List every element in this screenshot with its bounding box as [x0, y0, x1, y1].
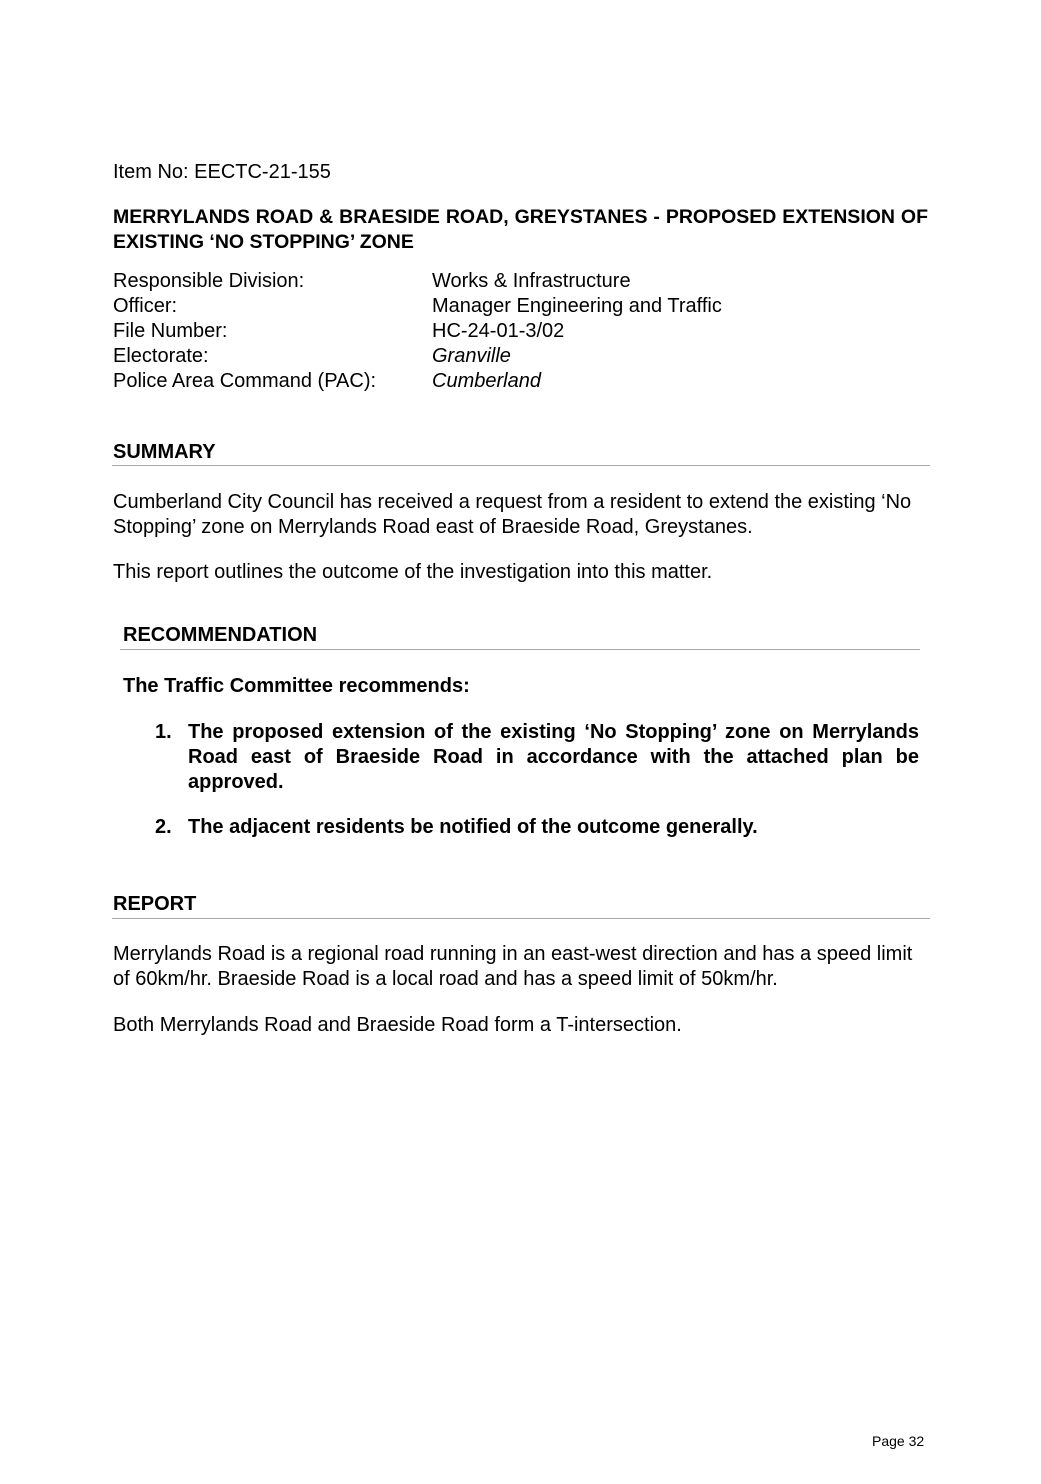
- item-number: Item No: EECTC-21-155: [113, 161, 331, 183]
- summary-paragraph: Cumberland City Council has received a request from a resident to extend the existing ‘No Stopping’ zone on Merrylands Road east of Braeside Road, Greystanes.: [113, 491, 912, 538]
- report-paragraph: Both Merrylands Road and Braeside Road form a T-intersection.: [113, 1014, 682, 1036]
- meta-value: Cumberland: [432, 370, 541, 392]
- report-title: MERRYLANDS ROAD & BRAESIDE ROAD, GREYSTANES - PROPOSED EXTENSION OF EXISTING ‘NO STOPPING’ ZONE: [113, 206, 928, 253]
- summary-heading: SUMMARY: [113, 441, 216, 463]
- meta-value: HC-24-01-3/02: [432, 320, 565, 342]
- page-number: Page 32: [872, 1433, 925, 1449]
- recommendation-text: The adjacent residents be notified of the outcome generally.: [188, 816, 758, 838]
- recommendation-item: [155, 720, 919, 795]
- recommendation-lead: The Traffic Committee recommends:: [123, 675, 470, 697]
- summary-paragraph: This report outlines the outcome of the investigation into this matter.: [113, 561, 713, 583]
- meta-value: Granville: [432, 345, 511, 367]
- recommendation-item: [155, 815, 919, 840]
- meta-label: Officer:: [113, 295, 178, 317]
- recommendation-number: 1.: [155, 721, 172, 743]
- meta-label: Electorate:: [113, 345, 209, 367]
- meta-label: File Number:: [113, 320, 228, 342]
- summary-divider: [112, 465, 930, 466]
- meta-value: Manager Engineering and Traffic: [432, 295, 722, 317]
- report-paragraph: Merrylands Road is a regional road running in an east-west direction and has a speed limit of 60km/hr. Braeside Road is a local road and has a speed limit of 50km/hr.: [113, 943, 913, 990]
- report-heading: REPORT: [113, 893, 197, 915]
- recommendation-text: The proposed extension of the existing ‘No Stopping’ zone on Merrylands Road east of Braeside Road in accordance with the attached plan be approved.: [188, 721, 919, 793]
- meta-value: Works & Infrastructure: [432, 270, 631, 292]
- report-divider: [112, 918, 930, 919]
- recommendation-heading: RECOMMENDATION: [123, 624, 318, 646]
- recommendation-number: 2.: [155, 816, 172, 838]
- meta-label: Responsible Division:: [113, 270, 305, 292]
- meta-label: Police Area Command (PAC):: [113, 370, 377, 392]
- recommendation-divider: [120, 649, 920, 650]
